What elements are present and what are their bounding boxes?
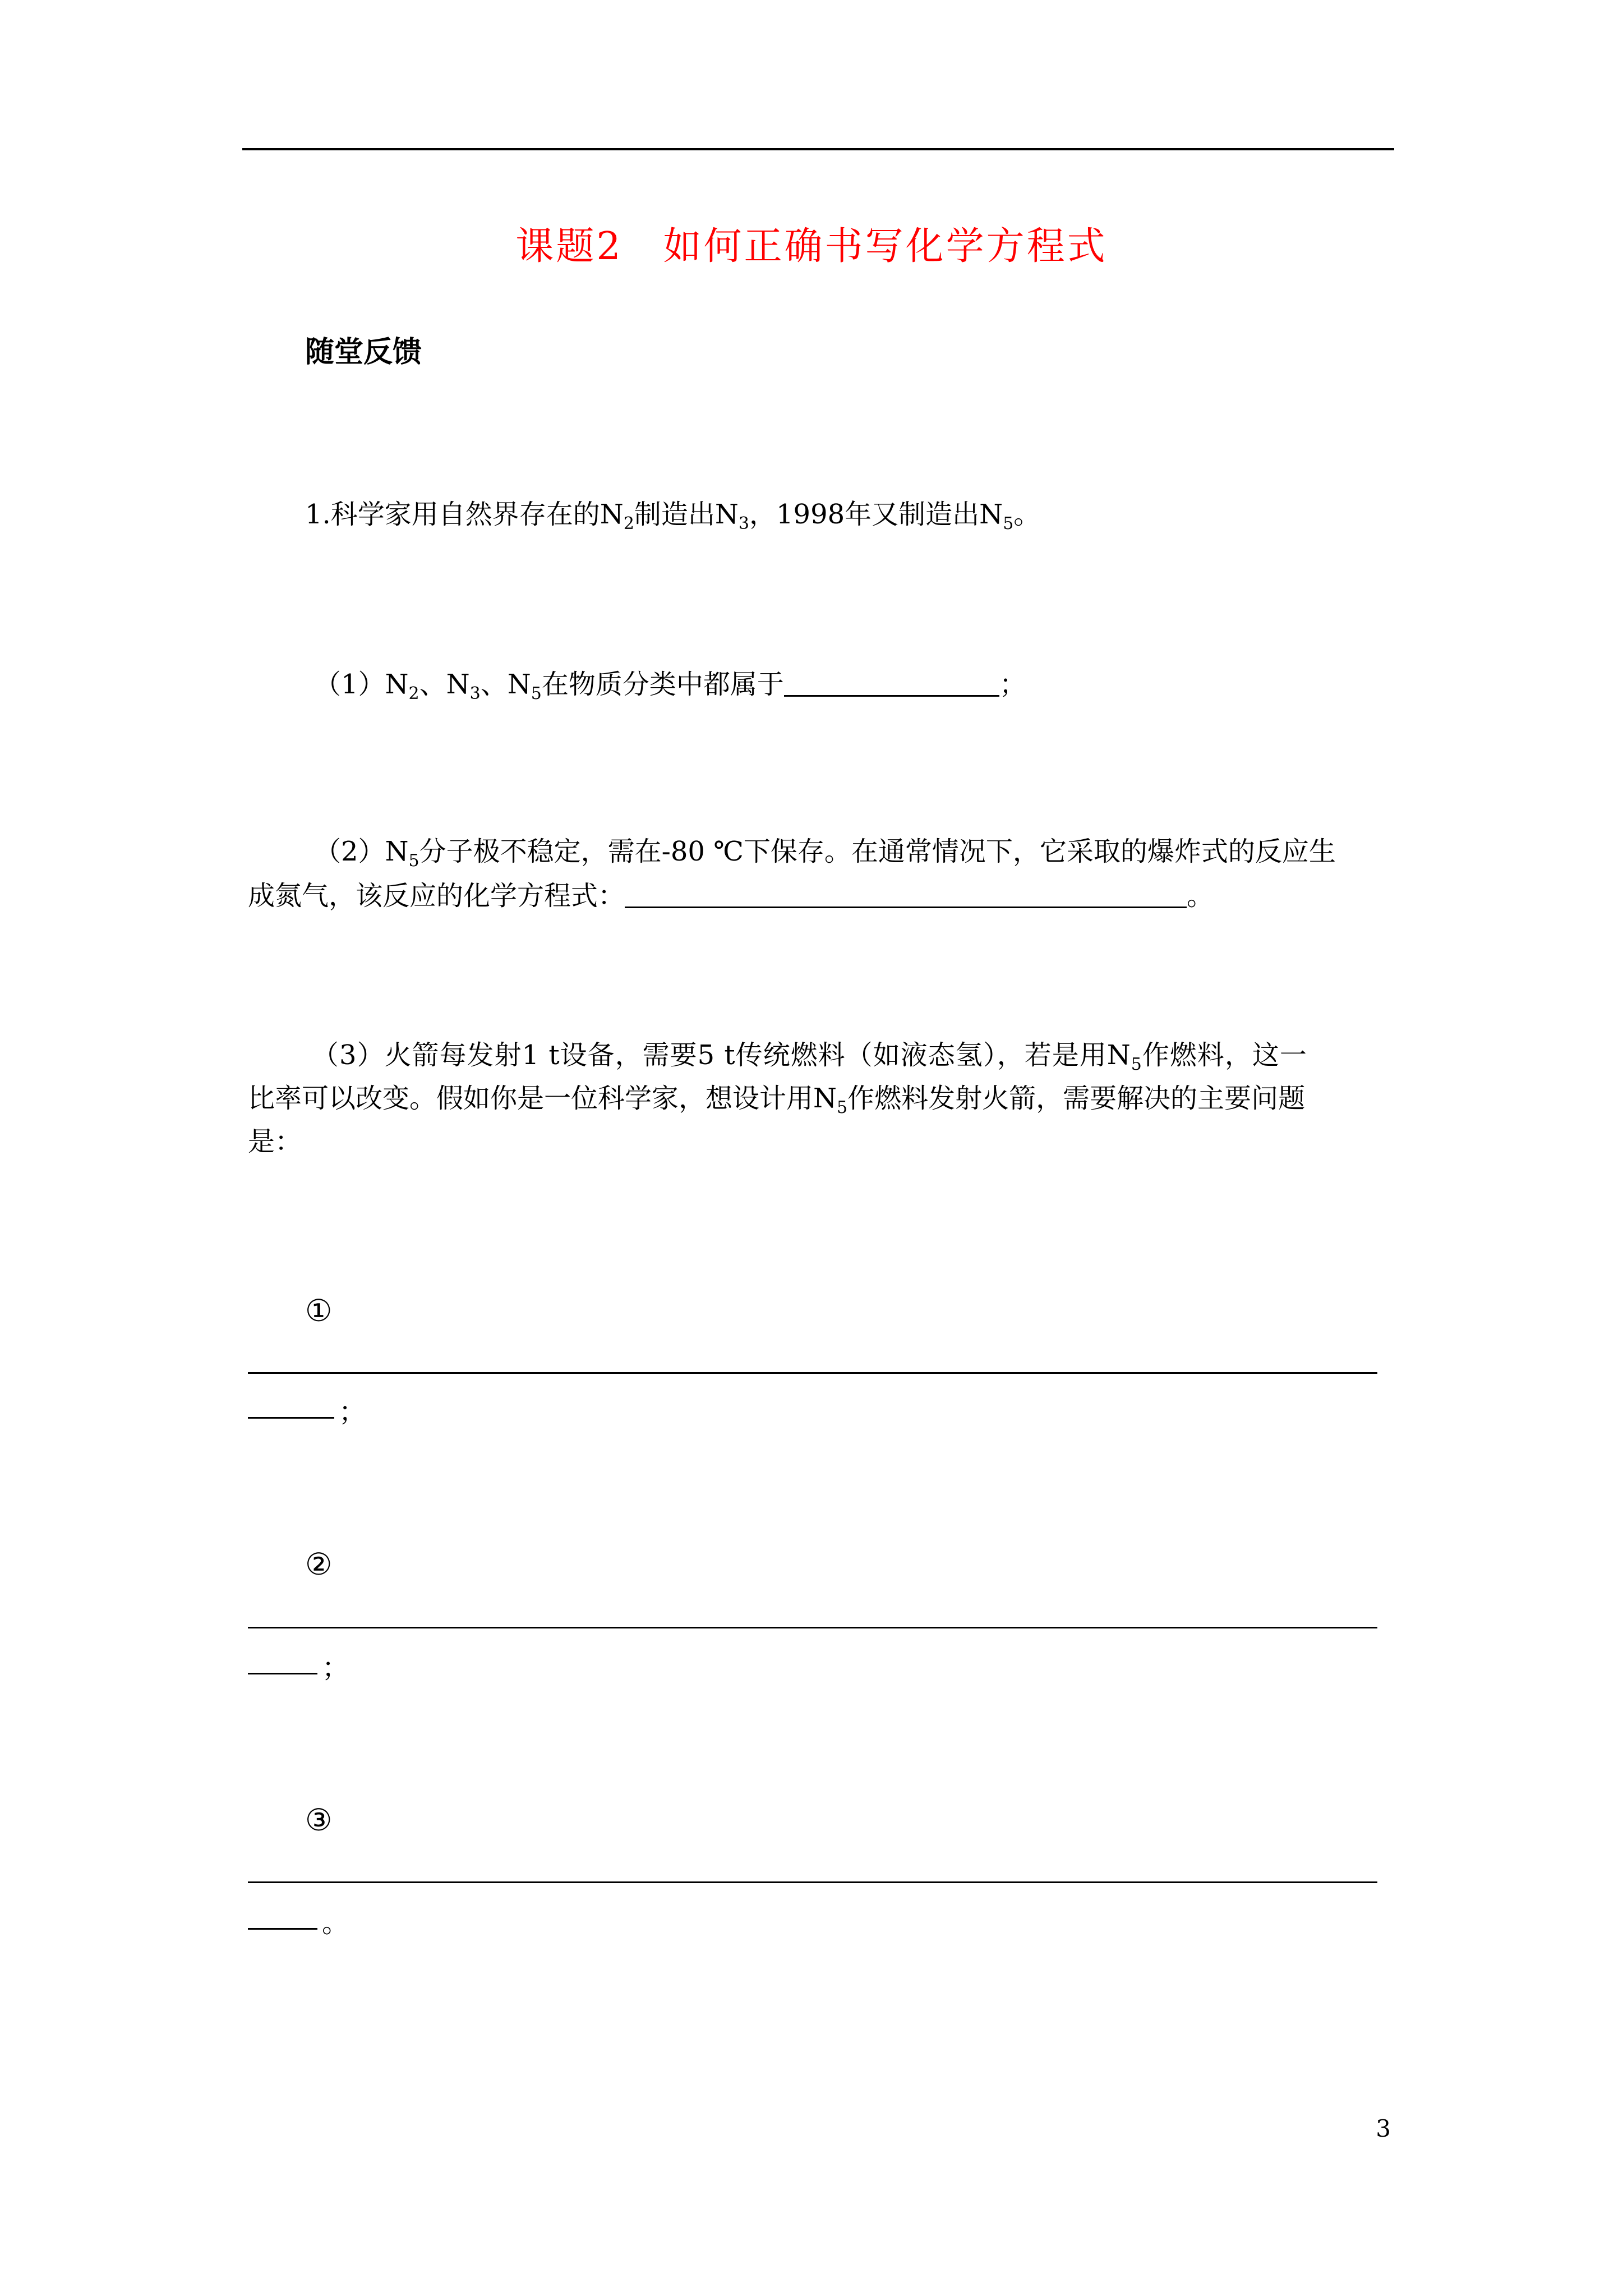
- answer-marker-2: ②: [305, 1547, 333, 1582]
- answer-3-end-punct: 。: [322, 1907, 349, 1939]
- answer-blank-1[interactable]: [784, 667, 999, 697]
- stem-text-b: 制造出N: [634, 499, 739, 530]
- header-rule: [242, 148, 1394, 150]
- subscript: 3: [738, 514, 750, 533]
- answer-line-1[interactable]: [248, 1372, 1377, 1374]
- answer-1-end-punct: ；: [339, 1396, 366, 1428]
- page-title: 课题2 如何正确书写化学方程式: [515, 224, 1108, 269]
- answer-marker-1: ①: [305, 1293, 333, 1328]
- stem-text-a: 1.科学家用自然界存在的N: [305, 499, 624, 530]
- subscript: 5: [1131, 1055, 1142, 1074]
- answer-marker-3: ③: [305, 1802, 333, 1838]
- subscript: 2: [623, 514, 634, 533]
- question-1-stem: [305, 489, 1040, 540]
- part-1-end-punct: ；: [999, 669, 1026, 700]
- part-1-text-a: （1）N: [314, 669, 409, 700]
- subscript: 3: [469, 684, 481, 703]
- subscript: 5: [408, 851, 419, 871]
- answer-line-1-tail[interactable]: [248, 1417, 334, 1419]
- answer-line-3[interactable]: [248, 1881, 1377, 1883]
- part-2-text-b: 分子极不稳定，需在-80 ℃下保存。在通常情况下，它采取的爆炸式的反应生: [419, 836, 1336, 867]
- part-1-text-d: 在物质分类中都属于: [541, 669, 784, 700]
- part-3-text-line-3: 是：: [248, 1126, 302, 1157]
- part-3-text-line-2b: 作燃料发射火箭，需要解决的主要问题: [847, 1083, 1306, 1114]
- part-1-text-b: 、N: [419, 669, 470, 700]
- section-heading: 随堂反馈: [305, 335, 422, 369]
- question-1-part-3-line-3: [248, 1116, 302, 1167]
- page-number: 3: [1376, 2115, 1391, 2142]
- question-1-part-2-line-2: [248, 871, 1214, 921]
- answer-tail-3: [248, 1898, 349, 1948]
- answer-line-3-tail[interactable]: [248, 1928, 317, 1930]
- question-1-part-1: [314, 659, 1026, 710]
- question-1-part-3-line-2: [248, 1073, 1305, 1124]
- part-3-text-line-1b: 作燃料，这一: [1142, 1039, 1307, 1071]
- answer-tail-1: [248, 1387, 366, 1437]
- subscript: 5: [837, 1098, 848, 1117]
- subscript: 5: [1003, 514, 1014, 533]
- answer-2-end-punct: ；: [322, 1652, 349, 1683]
- answer-blank-2[interactable]: [625, 878, 1187, 908]
- answer-line-2-tail[interactable]: [248, 1673, 317, 1674]
- question-1-part-2-line-1: [314, 826, 1336, 877]
- part-2-text-a: （2）N: [314, 836, 409, 867]
- part-1-text-c: 、N: [480, 669, 531, 700]
- part-2-end-punct: 。: [1187, 880, 1214, 912]
- subscript: 5: [531, 684, 542, 703]
- stem-text-d: 。: [1013, 499, 1041, 530]
- part-3-text-line-2a: 比率可以改变。假如你是一位科学家，想设计用N: [248, 1083, 837, 1114]
- answer-line-2[interactable]: [248, 1627, 1377, 1628]
- part-2-text-line-2: 成氮气，该反应的化学方程式：: [248, 880, 625, 912]
- stem-text-c: ，1998年又制造出N: [749, 499, 1003, 530]
- subscript: 2: [408, 684, 419, 703]
- answer-tail-2: [248, 1642, 349, 1693]
- part-3-text-line-1a: （3）火箭每发射1 t设备，需要5 t传统燃料（如液态氢），若是用N: [312, 1039, 1131, 1071]
